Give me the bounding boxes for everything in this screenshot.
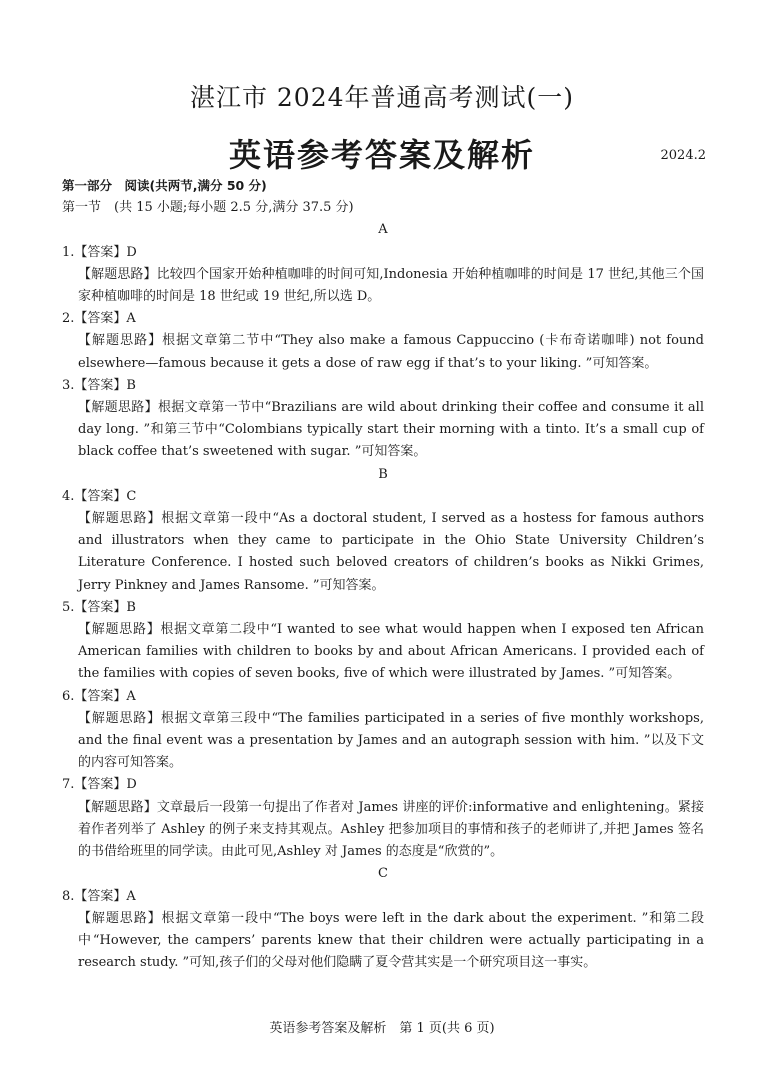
passage-letter-a: A (378, 222, 388, 238)
explanation-4: 【解题思路】根据文章第一段中“As a doctoral student, I served as a hostess for famous authors and illustrators when they came to participate in the Ohio State University Children’s Literature Conference. I hosted such beloved creators of children’s books as Nikki Grimes, Jerry Pinkney and James Ransome. ”可知答案。 (78, 511, 704, 593)
passage-letter-c: C (378, 866, 388, 882)
explanation-6: 【解题思路】根据文章第三段中“The families participated in a series of five monthly workshops, and the final event was a presentation by James and an autograph session with him. ”以及下文的内容可知答案。 (78, 710, 704, 771)
answer-8: 8.【答案】A (62, 888, 136, 904)
explanation-8: 【解题思路】根据文章第一段中“The boys were left in the dark about the experiment. ”和第二段中“However, the campers’ parents knew that their children were actually participating in a research study. ”可知,孩子们的父母对他们隐瞒了夏令营其实是一个研究项目这一事实。 (78, 910, 704, 971)
part-heading: 第一部分 阅读(共两节,满分 50 分) (62, 178, 267, 193)
answer-2: 2.【答案】A (62, 311, 136, 327)
answer-5: 5.【答案】B (62, 599, 136, 615)
answer-1: 1.【答案】D (62, 244, 137, 260)
explanation-7: 【解题思路】文章最后一段第一句提出了作者对 James 讲座的评价:informative and enlightening。紧接着作者列举了 Ashley 的例子来支持其观点。Ashley 把参加项目的事情和孩子的老师讲了,并把 James 签名的书借给班里的同学读。由此可见,Ashley 对 James 的态度是“欣赏的”。 (78, 799, 704, 860)
answer-4: 4.【答案】C (62, 488, 137, 504)
answer-7: 7.【答案】D (62, 777, 137, 793)
page-footer: 英语参考答案及解析 第 1 页(共 6 页) (269, 1021, 495, 1036)
answer-3: 3.【答案】B (62, 377, 136, 393)
explanation-2: 【解题思路】根据文章第二节中“They also make a famous Cappuccino (卡布奇诺咖啡) not found elsewhere—famous because it gets a dose of raw egg if that’s to your liking. ”可知答案。 (78, 333, 704, 371)
section-heading: 第一节 (共 15 小题;每小题 2.5 分,满分 37.5 分) (62, 200, 354, 216)
explanation-5: 【解题思路】根据文章第二段中“I wanted to see what would happen when I exposed ten African American families with children to books by and about African Americans. I provided each of the families with copies of seven books, five of which were illustrated by James. ”可知答案。 (78, 622, 704, 682)
passage-letter-b: B (378, 466, 388, 482)
document-date: 2024.2 (660, 148, 706, 163)
document-body (62, 175, 704, 974)
explanation-1: 【解题思路】比较四个国家开始种植咖啡的时间可知,Indonesia 开始种植咖啡的时间是 17 世纪,其他三个国家种植咖啡的时间是 18 世纪或 19 世纪,所以选 D。 (78, 266, 704, 305)
exam-title: 湛江市 2024年普通高考测试(一) (189, 83, 575, 112)
document-subtitle: 英语参考答案及解析 (228, 136, 535, 174)
answer-6: 6.【答案】A (62, 688, 136, 704)
explanation-3: 【解题思路】根据文章第一节中“Brazilians are wild about drinking their coffee and consume it all day long. ”和第三节中“Colombians typically start their morning with a tinto. It’s a small cup of black coffee that’s sweetened with sugar. ”可知答案。 (78, 400, 704, 460)
